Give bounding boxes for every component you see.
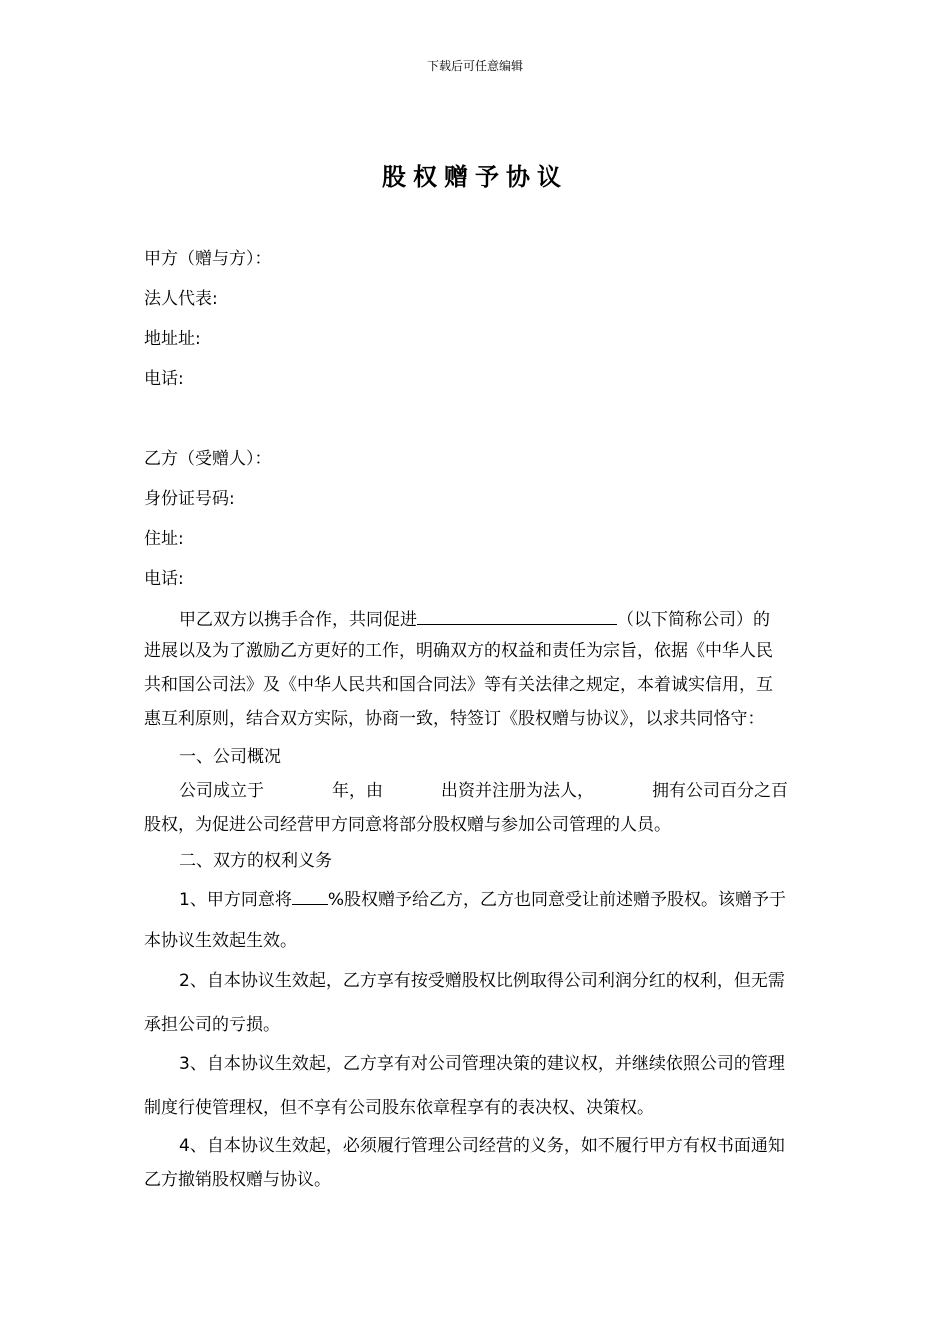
document-title: 股权赠予协议 [382,163,568,191]
year-label: 年，由 [332,781,383,801]
founded-label: 公司成立于 [179,781,264,801]
section-1-paragraph [144,778,810,838]
registered-label: 出资并注册为法人， [441,781,594,801]
section-2-heading: 二、双方的权利义务 [179,851,332,871]
party-a-address: 地址址: [144,329,201,349]
party-b-label: 乙方（受赠人）： [144,449,272,469]
clause-1 [144,884,810,954]
clause-3-row: 制度行使管理权，但不享有公司股东依章程享有的表决权、决策权。 [144,1098,654,1118]
section-1-heading: 一、公司概况 [179,747,281,767]
ownership-label: 拥有公司百分之百 [652,781,788,801]
party-a-phone: 电话: [144,369,184,389]
company-name-blank [417,604,617,625]
section-1-row: 股权，为促进公司经营甲方同意将部分股权赠与参加公司管理的人员。 [144,815,671,835]
clause-4-row: 乙方撤销股权赠与协议。 [144,1170,331,1190]
percentage-blank [292,884,328,905]
preamble-paragraph [144,604,810,732]
clause-2 [144,968,810,1038]
clause-3-row: 3、自本协议生效起，乙方享有对公司管理决策的建议权，并继续依照公司的管理 [179,1054,785,1074]
clause-1-row: 本协议生效起生效。 [144,931,297,951]
header-note: 下载后可任意编辑 [426,59,523,73]
party-a-label: 甲方（赠与方）： [144,249,272,269]
clause-2-row: 承担公司的亏损。 [144,1015,280,1035]
clause-3 [144,1051,810,1121]
clause-4-row: 4、自本协议生效起，必须履行管理公司经营的义务，如不履行甲方有权书面通知 [179,1136,785,1156]
party-b-phone: 电话: [144,569,184,589]
preamble-row: 进展以及为了激励乙方更好的工作，明确双方的权益和责任为宗旨，依据《中华人民 [144,641,773,661]
party-a-legal-rep: 法人代表: [144,289,218,309]
preamble-row: 惠互利原则，结合双方实际，协商一致，特签订《股权赠与协议》，以求共同恪守： [144,709,765,729]
clause-1-row [144,884,810,910]
preamble-text: 甲乙双方以携手合作，共同促进 [179,610,417,630]
clause-4 [144,1133,810,1193]
party-b-address: 住址: [144,529,184,549]
clause-1-text: 1、甲方同意将 [179,890,292,910]
preamble-row: 共和国公司法》及《中华人民共和国合同法》等有关法律之规定，本着诚实信用，互 [144,675,773,695]
clause-1-text: %股权赠予给乙方，乙方也同意受让前述赠予股权。该赠予于 [327,890,786,910]
party-b-id-number: 身份证号码: [144,489,235,509]
preamble-row [144,604,810,630]
section-1-row [144,778,810,804]
clause-2-row: 2、自本协议生效起，乙方享有按受赠股权比例取得公司利润分红的权利，但无需 [179,971,785,991]
preamble-text: （以下简称公司）的 [617,610,770,630]
